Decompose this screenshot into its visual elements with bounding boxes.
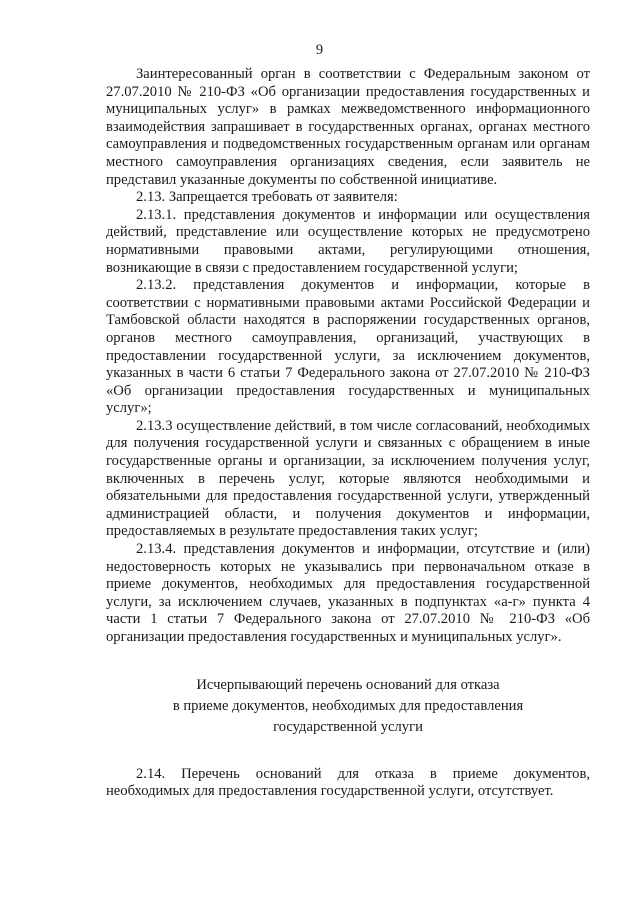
section-heading xyxy=(106,675,590,738)
heading-line-1: Исчерпывающий перечень оснований для отказа xyxy=(196,676,500,693)
heading-line-2: в приеме документов, необходимых для предоставления xyxy=(172,697,524,714)
paragraph-2-13-2: 2.13.2. представления документов и информации, которые в соответствии с нормативными правовыми актами Российской Федерации и Тамбовской области находятся в распоряжении государственных органов, органов местного самоуправления, организаций, участвующих в предоставлении государственной услуги, за исключением документов, указанных в части 6 статьи 7 Федерального закона от 27.07.2010 № 210-ФЗ «Об организации предоставления государственных и муниципальных услуг»; xyxy=(106,277,590,417)
page-number: 9 xyxy=(315,42,324,58)
paragraph-interagency-request: Заинтересованный орган в соответствии с Федеральным законом от 27.07.2010 № 210-ФЗ «Об организации предоставления государственных и муниципальных услуг» в рамках межведомственного информационного взаимодействия запрашивает в государственных органах, органах местного самоуправления и подведомственных государственным органам или органам местного самоуправления организациях сведения, если заявитель не представил указанные документы по собственной инициативе. xyxy=(106,66,590,188)
document-body xyxy=(106,66,590,801)
paragraph-2-13-4: 2.13.4. представления документов и информации, отсутствие и (или) недостоверность которых не указывались при первоначальном отказе в приеме документов, необходимых для предоставления государственной услуги, за исключением случаев, указанных в подпунктах «а-г» пункта 4 части 1 статьи 7 Федерального закона от 27.07.2010 № 210-ФЗ «Об организации предоставления государственных и муниципальных услуг». xyxy=(106,541,590,645)
paragraph-2-13: 2.13. Запрещается требовать от заявителя: xyxy=(136,189,398,206)
paragraph-2-14: 2.14. Перечень оснований для отказа в приеме документов, необходимых для предоставления государственной услуги, отсутствует. xyxy=(106,765,590,800)
paragraph-2-13-1: 2.13.1. представления документов и информации или осуществления действий, представление или осуществление которых не предусмотрено нормативными правовыми актами, регулирующими отношения, возникающие в связи с предоставлением государственной услуги; xyxy=(106,206,590,276)
paragraph-2-13-3: 2.13.3 осуществление действий, в том числе согласований, необходимых для получения государственной услуги и связанных с обращением в иные государственные органы и организации, за исключением получения услуг, включенных в перечень услуг, которые являются необходимыми и обязательными для предоставления государственной услуги, утвержденный администрацией области, и получения документов и информации, предоставляемых в результате предоставления таких услуг; xyxy=(106,417,590,540)
heading-line-3: государственной услуги xyxy=(273,718,423,735)
